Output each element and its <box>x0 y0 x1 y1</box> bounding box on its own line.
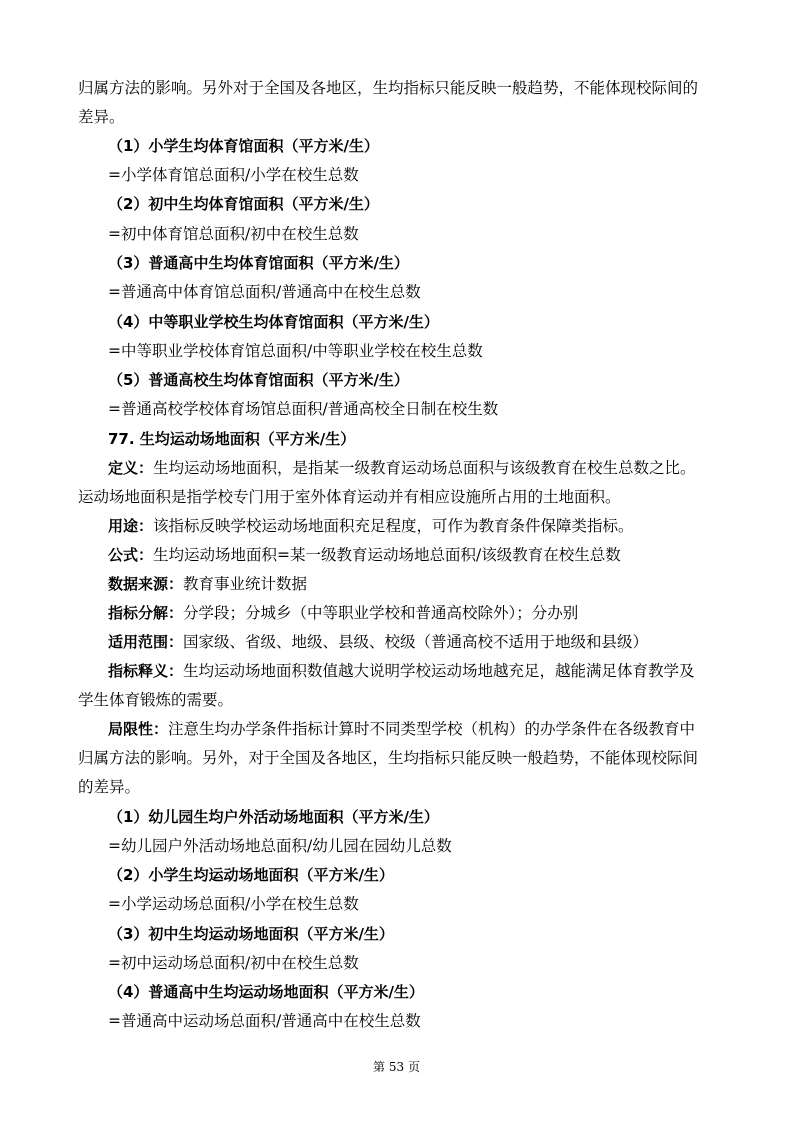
source-label: 数据来源： <box>108 575 184 593</box>
formula-line: =普通高中体育馆总面积/普通高中在校生总数 <box>108 283 421 301</box>
limitation-text: 注意生均办学条件指标计算时不同类型学校（机构）的办学条件在各级教育中 <box>168 720 696 738</box>
subsection-heading: （4）普通高中生均运动场地面积（平方米/生） <box>108 983 424 1001</box>
breakdown-text: 分学段；分城乡（中等职业学校和普通高校除外）；分办别 <box>183 604 579 622</box>
scope-label: 适用范围： <box>108 633 184 651</box>
source-line <box>108 570 748 599</box>
source-text: 教育事业统计数据 <box>183 575 308 593</box>
subsection-heading: （1）幼儿园生均户外活动场地面积（平方米/生） <box>108 808 439 826</box>
formula-line: =幼儿园户外活动场地总面积/幼儿园在园幼儿总数 <box>108 837 452 855</box>
subsection-heading: （4）中等职业学校生均体育馆面积（平方米/生） <box>108 313 439 331</box>
paragraph-line: 差异。 <box>78 108 125 126</box>
formula-line: =中等职业学校体育馆总面积/中等职业学校在校生总数 <box>108 342 483 360</box>
limitation-line <box>108 715 748 744</box>
breakdown-line <box>108 599 748 628</box>
formula-line: =初中体育馆总面积/初中在校生总数 <box>108 225 359 243</box>
interpretation-text: 生均运动场地面积数值越大说明学校运动场地越充足，越能满足体育教学及 <box>183 662 695 680</box>
formula-line: =普通高校学校体育场馆总面积/普通高校全日制在校生数 <box>108 400 499 418</box>
definition-label: 定义： <box>108 459 154 477</box>
interpretation-line-2: 学生体育锻炼的需要。 <box>78 691 234 709</box>
interpretation-label: 指标释义： <box>108 662 184 680</box>
use-label: 用途： <box>108 517 154 535</box>
limitation-label: 局限性： <box>108 720 169 738</box>
indicator-title: 77. 生均运动场地面积（平方米/生） <box>108 430 356 448</box>
scope-line <box>108 628 748 657</box>
breakdown-label: 指标分解： <box>108 604 184 622</box>
use-text: 该指标反映学校运动场地面积充足程度，可作为教育条件保障类指标。 <box>153 517 634 535</box>
subsection-heading: （2）小学生均运动场地面积（平方米/生） <box>108 866 394 884</box>
subsection-heading: （3）普通高中生均体育馆面积（平方米/生） <box>108 254 409 272</box>
formula-definition-line <box>108 541 748 570</box>
use-line <box>108 512 748 541</box>
formula-label: 公式： <box>108 546 154 564</box>
formula-line: =初中运动场总面积/初中在校生总数 <box>108 954 359 972</box>
formula-line: =小学运动场总面积/小学在校生总数 <box>108 895 359 913</box>
subsection-heading: （3）初中生均运动场地面积（平方米/生） <box>108 925 394 943</box>
page-number: 第 53 页 <box>373 1060 420 1074</box>
definition-line-2: 运动场地面积是指学校专门用于室外体育运动并有相应设施所占用的土地面积。 <box>78 488 621 506</box>
subsection-heading: （2）初中生均体育馆面积（平方米/生） <box>108 195 379 213</box>
subsection-heading: （5）普通高校生均体育馆面积（平方米/生） <box>108 371 409 389</box>
formula-text: 生均运动场地面积=某一级教育运动场地总面积/该级教育在校生总数 <box>153 546 621 564</box>
subsection-heading: （1）小学生均体育馆面积（平方米/生） <box>108 137 379 155</box>
formula-line: =普通高中运动场总面积/普通高中在校生总数 <box>108 1012 421 1030</box>
definition-text: 生均运动场地面积，是指某一级教育运动场总面积与该级教育在校生总数之比。 <box>153 459 696 477</box>
limitation-line-2: 归属方法的影响。另外，对于全国及各地区，生均指标只能反映一般趋势，不能体现校际间 <box>78 749 699 767</box>
definition-line <box>108 454 748 483</box>
formula-line: =小学体育馆总面积/小学在校生总数 <box>108 166 359 184</box>
paragraph-line: 归属方法的影响。另外对于全国及各地区，生均指标只能反映一般趋势，不能体现校际间的 <box>78 79 699 97</box>
interpretation-line <box>108 657 748 686</box>
scope-text: 国家级、省级、地级、县级、校级（普通高校不适用于地级和县级） <box>183 633 649 651</box>
limitation-line-3: 的差异。 <box>78 778 141 796</box>
